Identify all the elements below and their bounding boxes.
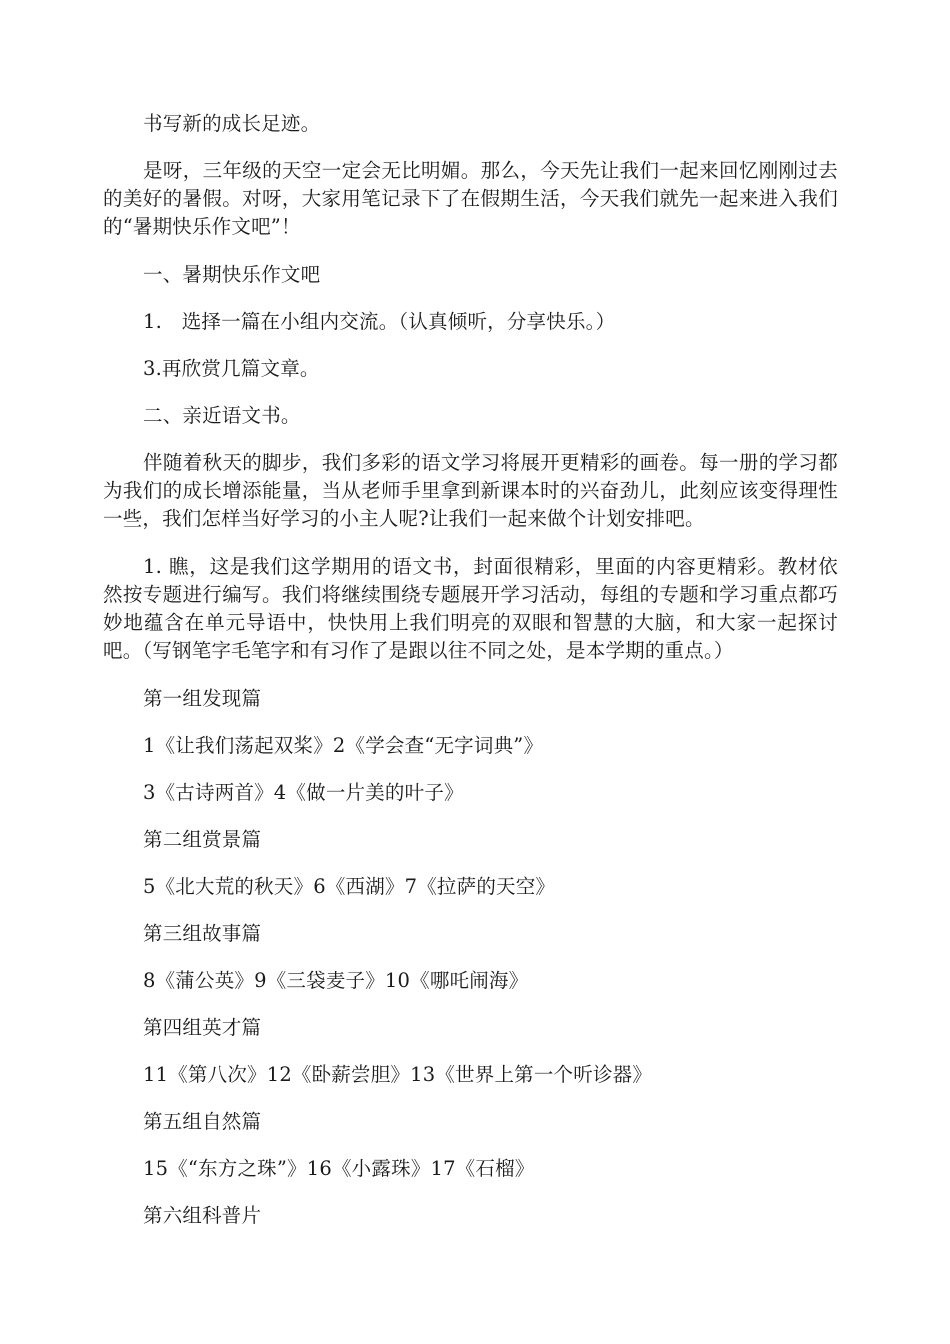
group-heading: 第五组自然篇 <box>143 1110 262 1133</box>
group-heading: 第四组英才篇 <box>143 1016 262 1039</box>
group-heading: 第一组发现篇 <box>143 687 262 710</box>
paragraph: 是呀，三年级的天空一定会无比明媚。那么，今天先让我们一起来回忆刚刚过去的美好的暑假。对呀，大家用笔记录下了在假期生活，今天我们就先一起来进入我们的“暑期快乐作文吧”！ <box>103 159 838 238</box>
lesson-list: 11《第八次》12《卧薪尝胆》13《世界上第一个听诊器》 <box>143 1063 653 1086</box>
lesson-list: 8《蒲公英》9《三袋麦子》10《哪吒闹海》 <box>143 969 529 992</box>
list-item: 1. 选择一篇在小组内交流。（认真倾听，分享快乐。） <box>143 310 616 333</box>
lesson-list: 5《北大荒的秋天》6《西湖》7《拉萨的天空》 <box>143 875 556 898</box>
lesson-list: 15《“东方之珠”》16《小露珠》17《石榴》 <box>143 1157 535 1180</box>
lesson-list: 3《古诗两首》4《做一片美的叶子》 <box>143 781 464 804</box>
group-heading: 第三组故事篇 <box>143 922 262 945</box>
document-page <box>103 110 838 1249</box>
section-heading: 一、暑期快乐作文吧 <box>143 263 321 286</box>
list-item: 3.再欣赏几篇文章。 <box>143 357 320 380</box>
section-heading: 二、亲近语文书。 <box>143 404 301 427</box>
paragraph: 1. 瞧，这是我们这学期用的语文书，封面很精彩，里面的内容更精彩。教材依然按专题进行编写。我们将继续围绕专题展开学习活动，每组的专题和学习重点都巧妙地蕴含在单元导语中，快快用上我们明亮的双眼和智慧的大脑，和大家一起探讨吧。（写钢笔字毛笔字和有习作了是跟以往不同之处，是本学期的重点。） <box>103 555 838 662</box>
group-heading: 第六组科普片 <box>143 1204 262 1227</box>
paragraph: 伴随着秋天的脚步，我们多彩的语文学习将展开更精彩的画卷。每一册的学习都为我们的成长增添能量，当从老师手里拿到新课本时的兴奋劲儿，此刻应该变得理性一些，我们怎样当好学习的小主人呢?让我们一起来做个计划安排吧。 <box>103 451 838 530</box>
text-line: 书写新的成长足迹。 <box>143 112 321 135</box>
lesson-list: 1《让我们荡起双桨》2《学会查“无字词典”》 <box>143 734 544 757</box>
group-heading: 第二组赏景篇 <box>143 828 262 851</box>
